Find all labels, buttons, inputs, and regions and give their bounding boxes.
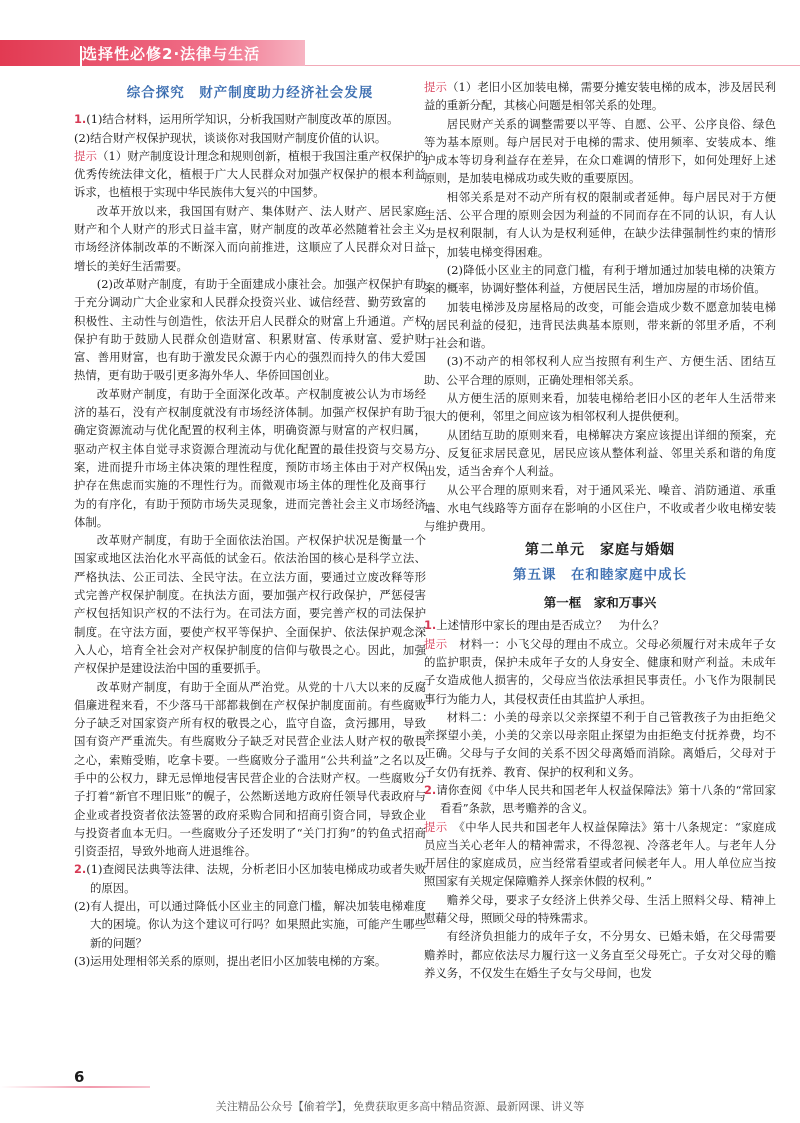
question-1-part-1: 1.(1)结合材料，运用所学知识，分析我国财产制度改革的原因。 xyxy=(74,112,399,127)
frame-title: 第一框 家和万事兴 xyxy=(543,595,657,611)
section-title: 综合探究 财产制度助力经济社会发展 xyxy=(126,85,374,101)
hint-label: 提示 xyxy=(424,80,447,94)
unit-title: 第二单元 家庭与婚姻 xyxy=(525,542,675,559)
answer-paragraph: (2)降低小区业主的同意门槛，有利于增加通过加装电梯的决策方案的概率，协调好整体利益，方便居民生活，增加房屋的市场价值。 xyxy=(424,262,776,296)
answer-paragraph: 加装电梯涉及房屋格局的改变，可能会造成少数不愿意加装电梯的居民利益的侵犯，违背民法典基本原则，带来新的邻里矛盾，不利于社会和谐。 xyxy=(424,299,776,351)
answer-paragraph: 居民财产关系的调整需要以平等、自愿、公平、公序良俗、绿色等为基本原则。每户居民对于电梯的需求、使用频率、安装成本、维护成本等切身利益存在差异，在众口难调的情形下，如何处理好上述原则，是加装电梯成功或失败的重要原因。 xyxy=(424,116,776,186)
question-number: 1. xyxy=(424,618,437,633)
lesson-title: 第五课 在和睦家庭中成长 xyxy=(513,566,687,583)
page-number: 6 xyxy=(74,1068,85,1086)
answer-paragraph: 改革财产制度，有助于全面从严治党。从党的十八大以来的反腐倡廉进程来看，不少落马干部都栽倒在产权保护制度面前。有些腐败分子缺乏对国家资产所有权的敬畏之心，监守自盗，贪污挪用，导致国有资产严重流失。有些腐败分子缺乏对民营企业法人财产权的敬畏之心，索贿受贿，吃拿卡要。一些腐败分子滥用“公共利益”之名以及手中的公权力，肆无忌惮地侵害民营企业的合法财产权。一些腐败分子打着“新官不理旧账”的幌子，公然断送地方政府任领导代表政府与企业或者投资者依法签署的政府采购合同和招商引资合同，导致企业与投资者血本无归。一些腐败分子还发明了“关门打狗”的钓鱼式招商引资歪招，导致外地商人进退维谷。 xyxy=(74,679,426,859)
answer-paragraph: 改革开放以来，我国国有财产、集体财产、法人财产、居民家庭财产和个人财产的形式日益丰富，财产制度的改革必然随着社会主义市场经济体制改革的不断深入而向前推进，这顺应了人民群众对日益增长的美好生活需要。 xyxy=(74,203,426,273)
book-title: 选择性必修2·法律与生活 xyxy=(82,45,261,63)
question-1: 1.上述情形中家长的理由是否成立？ 为什么？ xyxy=(424,618,665,633)
footer-notice: 关注精品公众号【偷着学】，免费获取更多高中精品资源、最新网课、讲义等 xyxy=(215,1100,585,1113)
question-2-part-3: (3)运用处理相邻关系的原则，提出老旧小区加装电梯的方案。 xyxy=(74,953,387,968)
right-column xyxy=(424,78,776,982)
answer-paragraph: 从方便生活的原则来看，加装电梯给老旧小区的老年人生活带来很大的便利，邻里之间应该为相邻权利人提供便利。 xyxy=(424,391,776,424)
answer-paragraph: 从公平合理的原则来看，对于通风采光、噪音、消防通道、承重墙、水电气线路等方面存在影响的小区住户，不收或者少收电梯安装与维护费用。 xyxy=(424,482,776,534)
answer-paragraph: 改革财产制度，有助于全面依法治国。产权保护状况是衡量一个国家或地区法治化水平高低的试金石。依法治国的核心是科学立法、严格执法、公正司法、全民守法。在立法方面，要通过立废改释等形式完善产权保护制度。在执法方面，要加强产权行政保护，严惩侵害产权包括知识产权的不法行为。在司法方面，要完善产权的司法保护制度。在守法方面，要使产权平等保护、全面保护、依法保护观念深入人心，培育全社会对产权保护制度的信仰与敬畏之心。因此，加强产权保护是建设法治中国的重要抓手。 xyxy=(74,533,426,676)
left-column xyxy=(74,78,426,970)
question-2-part-1: 2.(1)查阅民法典等法律、法规，分析老旧小区加装电梯成功或者失败的原因。 xyxy=(74,862,426,895)
page-number-rule xyxy=(0,1086,150,1088)
question-number: 2. xyxy=(424,782,437,797)
answer-paragraph: (2)改革财产制度，有助于全面建成小康社会。加强产权保护有助于充分调动广大企业家和人民群众投资兴业、诚信经营、勤劳致富的积极性、主动性与创造性，依法开启人民群众的财富上升通道。产权保护有助于鼓励人民群众创造财富、积累财富、传承财富、爱护财富、善用财富，也有助于激发民众源于内心的强烈而持久的伟大爱国热情，更有助于吸引更多海外华人、华侨回国创业。 xyxy=(74,276,426,383)
answer-paragraph: 有经济负担能力的成年子女，不分男女、已婚未婚，在父母需要赡养时，都应依法尽力履行这一义务直至父母死亡。子女对父母的赡养义务，不仅发生在婚生子女与父母间，也发 xyxy=(424,929,776,980)
answer-hint: 提示（1）财产制度设计理念和规则创新，植根于我国注重产权保护的优秀传统法律文化，植根于广大人民群众对加强产权保护的根本利益诉求，也植根于实现中华民族伟大复兴的中国梦。 xyxy=(74,148,426,200)
hint-label: 提示 xyxy=(74,148,97,163)
answer-paragraph: 改革财产制度，有助于全面深化改革。产权制度被公认为市场经济的基石，没有产权制度就没有市场经济体制。加强产权保护有助于确定资源流动与优化配置的权利主体，明确资源与财富的产权归属，驱动产权主体自觉寻求资源合理流动与优化配置的最佳投资与交易方案，进而提升市场主体决策的理性程度，预防市场主体由于对产权保护存在焦虑而实施的不理性行为。而微观市场主体的理性化及商事行为的有序化，有助于预防市场失灵现象，进而完善社会主义市场经济体制。 xyxy=(74,386,426,529)
answer-paragraph: 相邻关系是对不动产所有权的限制或者延伸。每户居民对于方便生活、公平合理的原则会因为利益的不同而存在不同的认识，有人认为是权利限制，有人认为是权利延伸，在缺少法律强制性约束的情形下，加装电梯变得困难。 xyxy=(424,189,776,259)
answer-hint: 提示 《中华人民共和国老年人权益保障法》第十八条规定：“家庭成员应当关心老年人的精神需求，不得忽视、冷落老年人。与老年人分开居住的家庭成员，应当经常看望或者问候老年人。用人单位应当按照国家有关规定保障赡养人探亲休假的权利。” xyxy=(424,819,776,889)
answer-paragraph: 材料二：小美的母亲以父亲探望不利于自己管教孩子为由拒绝父亲探望小美，小美的父亲以母亲阻止探望为由拒绝支付抚养费，均不正确。父母与子女间的关系不因父母离婚而消除。离婚后，父母对于子女仍有抚养、教育、保护的权利和义务。 xyxy=(424,709,776,779)
answer-hint: 提示 材料一：小飞父母的理由不成立。父母必须履行对未成年子女的监护职责，保护未成年子女的人身安全、健康和财产利益。未成年子女造成他人损害的，父母应当依法承担民事责任。小飞作为限制民事行为能力人，其侵权责任由其监护人承担。 xyxy=(424,636,776,706)
answer-paragraph: 从团结互助的原则来看，电梯解决方案应该提出详细的预案，充分、反复征求居民意见，居民应该从整体利益、邻里关系和谐的角度出发，适当舍弃个人利益。 xyxy=(424,427,776,479)
question-2-part-2: (2)有人提出，可以通过降低小区业主的同意门槛，解决加装电梯难度大的困境。你认为这个建议可行吗？如果照此实施，可能产生哪些新的问题？ xyxy=(74,899,426,950)
question-2: 2.请你查阅《中华人民共和国老年人权益保障法》第十八条的“常回家看看”条款，思考赡养的含义。 xyxy=(424,782,776,816)
question-number: 2. xyxy=(74,862,87,877)
question-number: 1. xyxy=(74,112,87,127)
question-1-part-2: (2)结合财产权保护现状，谈谈你对我国财产制度价值的认识。 xyxy=(74,130,387,145)
hint-label: 提示 xyxy=(424,636,448,651)
hint-label: 提示 xyxy=(424,819,448,834)
page-header xyxy=(0,34,800,68)
answer-paragraph: (3)不动产的相邻权利人应当按照有利生产、方便生活、团结互助、公平合理的原则，正确处理相邻关系。 xyxy=(424,354,776,387)
answer-paragraph: 赡养父母，要求子女经济上供养父母、生活上照料父母、精神上慰藉父母，照顾父母的特殊需求。 xyxy=(424,892,776,926)
answer-hint: 提示（1）老旧小区加装电梯，需要分摊安装电梯的成本，涉及居民利益的重新分配，其核心问题是相邻关系的处理。 xyxy=(424,80,776,113)
header-rule xyxy=(305,65,800,66)
